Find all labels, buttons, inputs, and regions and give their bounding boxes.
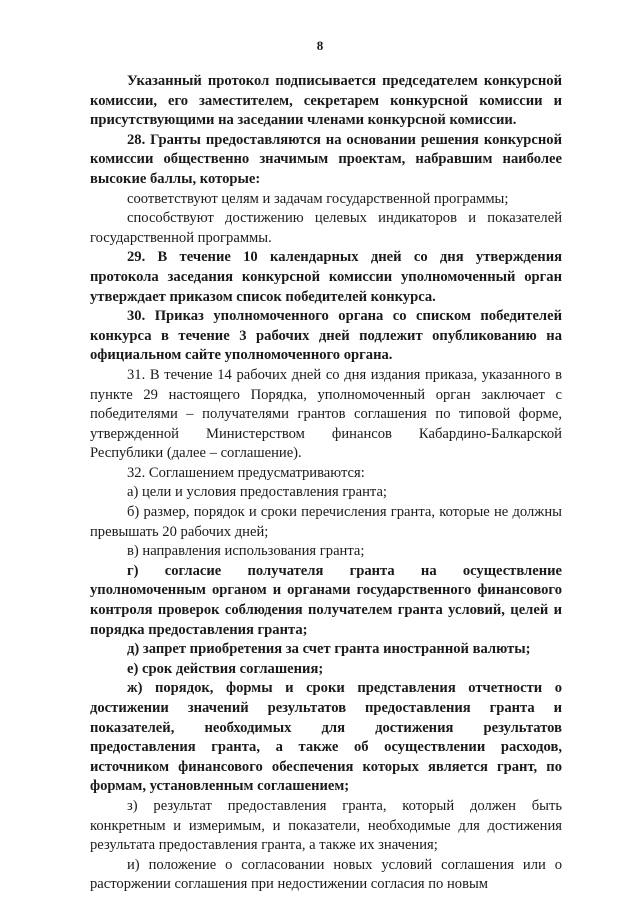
body-text bbox=[90, 72, 562, 895]
paragraph-28-item-2: способствуют достижению целевых индикаторов и показателей государственной программы. bbox=[90, 210, 562, 246]
paragraph-32-item-i: и) положение о согласовании новых условий соглашения или о расторжении соглашения при недостижении согласия по новым bbox=[90, 856, 562, 893]
paragraph-32-item-d: д) запрет приобретения за счет гранта иностранной валюты; bbox=[127, 641, 531, 658]
page-number: 8 bbox=[316, 38, 324, 53]
paragraph-28: 28. Гранты предоставляются на основании решения конкурсной комиссии общественно значимым проектам, набравшим наиболее высокие баллы, которые: bbox=[90, 131, 562, 187]
paragraph-28-item-1: соответствуют целям и задачам государственной программы; bbox=[127, 190, 509, 207]
paragraph-32: 32. Соглашением предусматриваются: bbox=[127, 464, 365, 481]
paragraph-32-item-g: г) согласие получателя гранта на осуществление уполномоченным органом и органами государственного финансового контроля проверок соблюдения получателем гранта условий, целей и порядка предоставления гранта; bbox=[90, 562, 562, 638]
paragraph-32-item-zh: ж) порядок, формы и сроки представления отчетности о достижении значений результатов предоставления гранта и показателей, необходимых для достижения результатов предоставления гранта, а также об осуществлении расходов, источником финансового обеспечения которых является грант, по формам, установленным соглашением; bbox=[90, 680, 562, 795]
paragraph-32-item-a: а) цели и условия предоставления гранта; bbox=[127, 484, 387, 501]
paragraph-32-item-z: з) результат предоставления гранта, который должен быть конкретным и измеримым, и показатели, необходимые для достижения результата предоставления гранта, а также их значения; bbox=[90, 797, 562, 854]
paragraph-31: 31. В течение 14 рабочих дней со дня издания приказа, указанного в пункте 29 настоящего Порядка, уполномоченный орган заключает с победителями – получателями грантов соглашения по типовой форме, утвержденной Министерством финансов Кабардино-Балкарской Республики (далее – соглашение). bbox=[90, 366, 562, 462]
paragraph-29: 29. В течение 10 календарных дней со дня утверждения протокола заседания конкурсной комиссии уполномоченный орган утверждает приказом список победителей конкурса. bbox=[90, 249, 562, 305]
paragraph-protocol-signing: Указанный протокол подписывается председателем конкурсной комиссии, его заместителем, секретарем конкурсной комиссии и присутствующими на заседании членами конкурсной комиссии. bbox=[90, 73, 562, 129]
paragraph-30: 30. Приказ уполномоченного органа со списком победителей конкурса в течение 3 рабочих дней подлежит опубликованию на официальном сайте уполномоченного органа. bbox=[90, 308, 562, 364]
paragraph-32-item-e: е) срок действия соглашения; bbox=[127, 660, 324, 677]
paragraph-32-item-v: в) направления использования гранта; bbox=[127, 543, 365, 560]
paragraph-32-item-b: б) размер, порядок и сроки перечисления гранта, которые не должны превышать 20 рабочих дней; bbox=[90, 504, 562, 540]
